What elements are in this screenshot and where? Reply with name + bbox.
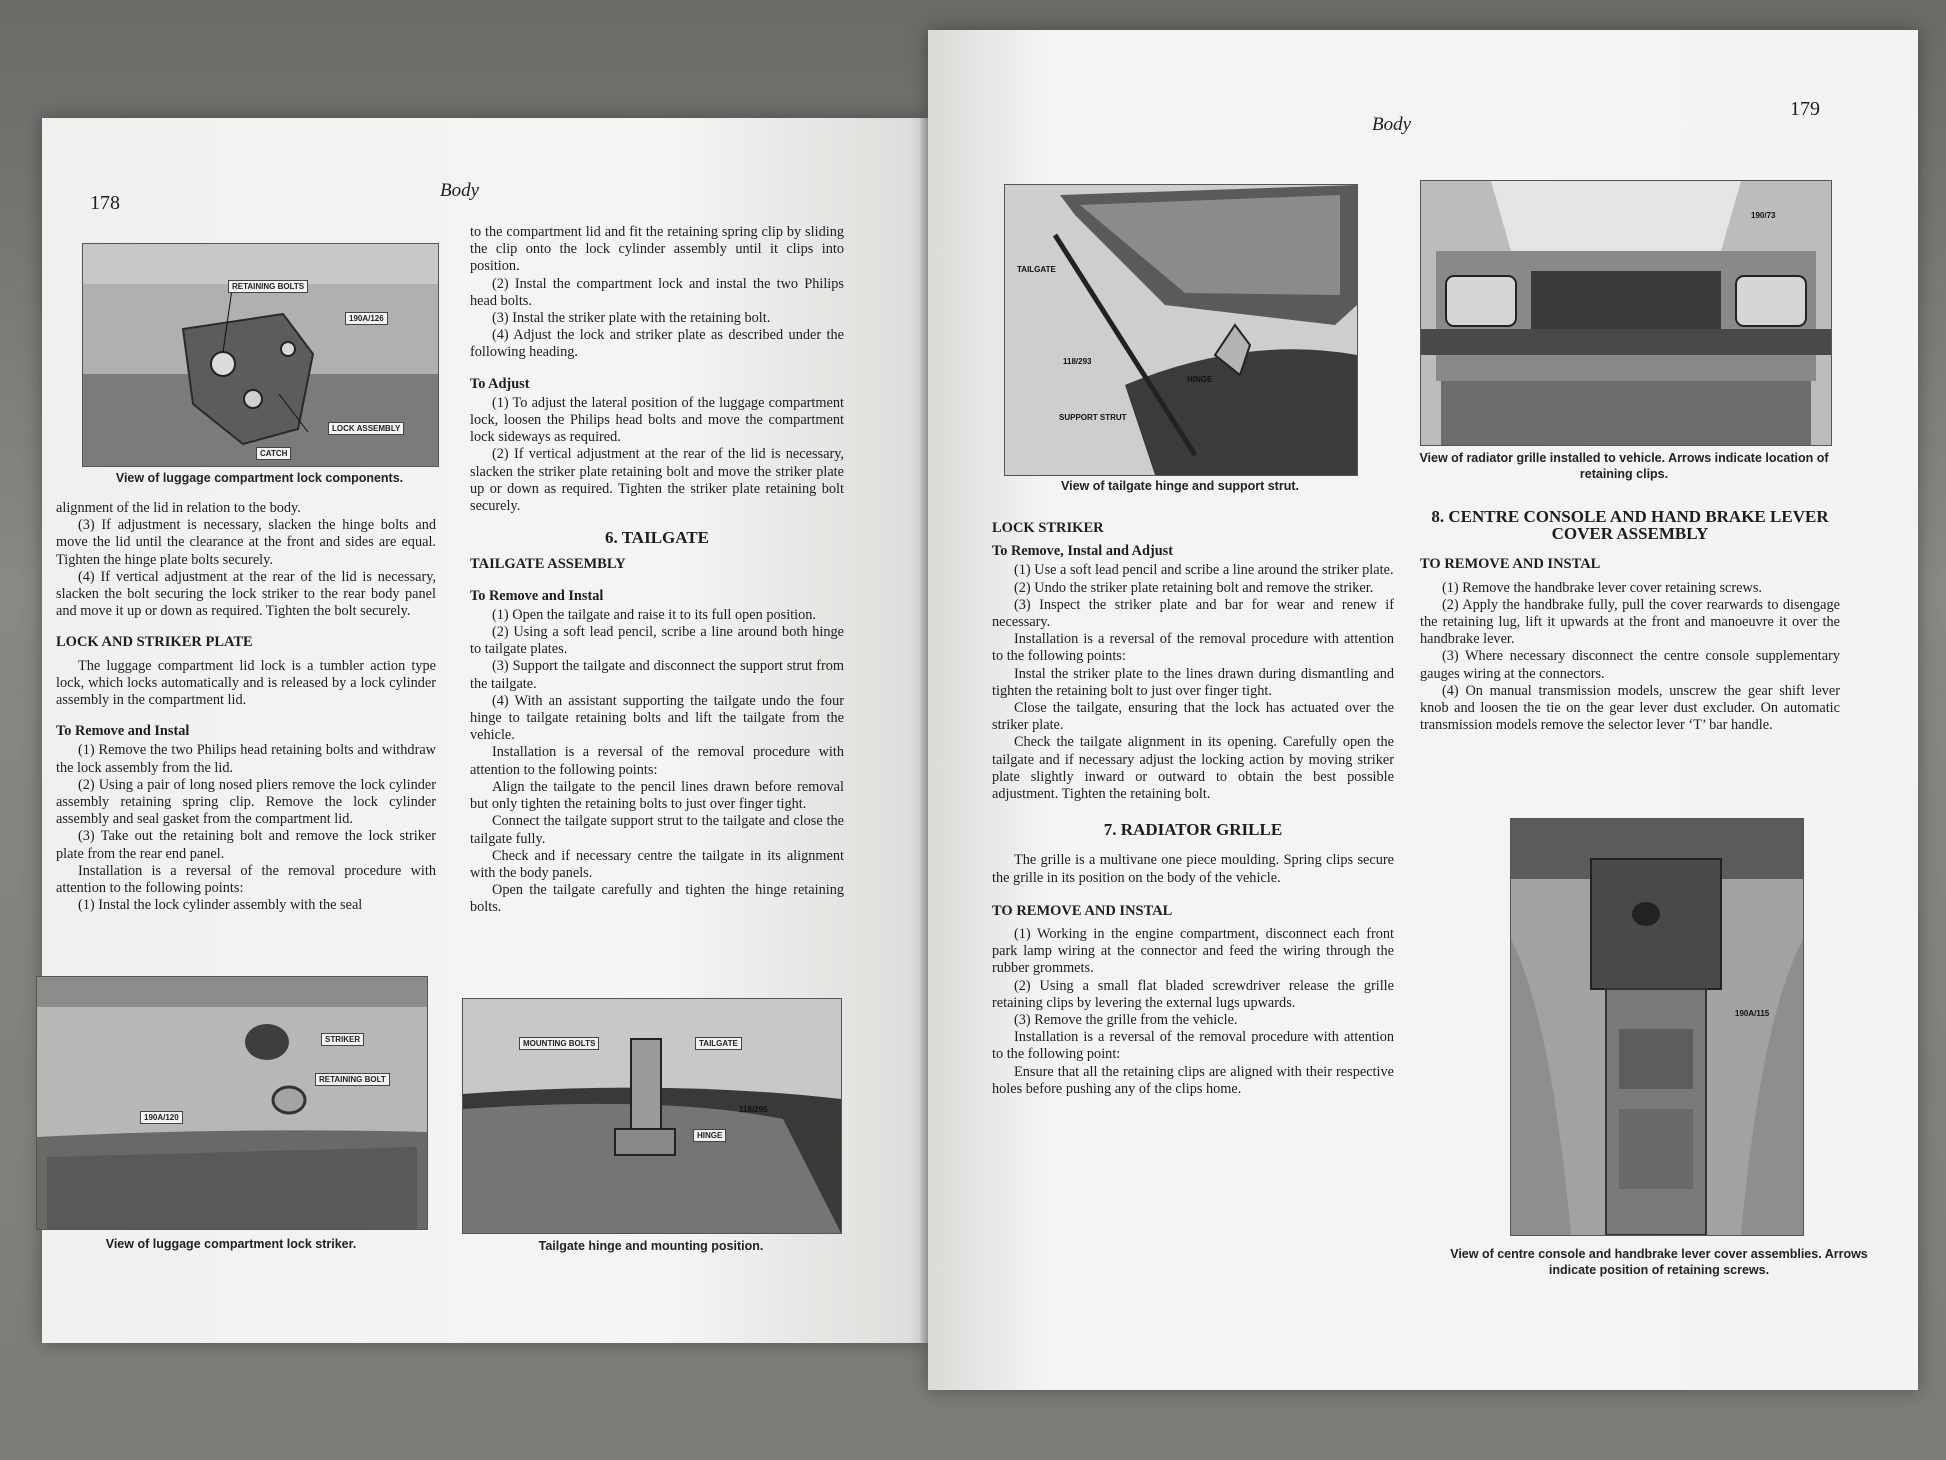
fig1-label-catch: CATCH: [256, 447, 291, 460]
paragraph: (4) With an assistant supporting the tailgate undo the four hinge to tailgate retaining bolts and lift the tailgate from the vehicle.: [470, 692, 844, 744]
right-column-2: [1420, 504, 1840, 734]
paragraph: to the compartment lid and fit the retaining spring clip by sliding the clip onto the lock cylinder assembly until it clips into position.: [470, 224, 844, 275]
paragraph: Instal the striker plate to the lines drawn during dismantling and tighten the retaining bolt to just over finger tight.: [992, 665, 1394, 699]
fig2-label-retaining-bolt: RETAINING BOLT: [315, 1073, 390, 1086]
tailgate-support-strut-photo: [1004, 184, 1358, 476]
fig5-caption: View of radiator grille installed to vehicle. Arrows indicate location of retaining clips.: [1419, 451, 1829, 481]
paragraph: (1) To adjust the lateral position of the luggage compartment lock, loosen the Philips head bolts and move the compartment lock sideways as required.: [470, 394, 844, 446]
paragraph: Installation is a reversal of the removal procedure with attention to the following points:: [992, 631, 1394, 665]
paragraph: (3) Inspect the striker plate and bar for wear and renew if necessary.: [992, 596, 1394, 631]
paragraph: Installation is a reversal of the removal procedure with attention to the following points:: [56, 862, 436, 897]
heading-to-remove-instal: TO REMOVE AND INSTAL: [992, 902, 1173, 919]
right-column-1: [992, 514, 1394, 1098]
paragraph: (1) Open the tailgate and raise it to its full open position.: [492, 606, 816, 623]
heading-to-remove-instal-adjust: To Remove, Instal and Adjust: [992, 543, 1174, 560]
fig2-label-ref: 190A/120: [140, 1111, 183, 1124]
paragraph: Align the tailgate to the pencil lines drawn before removal but only tighten the retaining bolts to just over finger tight.: [470, 778, 844, 813]
paragraph: (4) If vertical adjustment at the rear of the lid is necessary, slacken the bolt securing the lock striker to the rear body panel and move it up or down as required. Tighten the bolt securely.: [56, 568, 436, 620]
paragraph: Connect the tailgate support strut to the tailgate and close the tailgate fully.: [470, 813, 844, 847]
paragraph: (3) Support the tailgate and disconnect the support strut from the tailgate.: [470, 658, 844, 692]
fig2-caption: View of luggage compartment lock striker.: [105, 1237, 357, 1251]
heading-section-6: 6. TAILGATE: [605, 528, 709, 548]
paragraph: (3) Take out the retaining bolt and remove the lock striker plate from the rear end panel.: [56, 828, 436, 862]
paragraph: (2) Using a pair of long nosed pliers remove the lock cylinder assembly retaining spring clip. Remove the lock cylinder assembly and seal gasket from the compartment lid.: [56, 776, 436, 828]
left-column-2: [470, 224, 844, 917]
fig4-label-hinge: HINGE: [1187, 375, 1213, 384]
paragraph: (4) Adjust the lock and striker plate as described under the following heading.: [470, 327, 844, 361]
heading-to-remove-instal: To Remove and Instal: [56, 723, 190, 740]
fig3-label-ref: 118/295: [739, 1105, 768, 1114]
fig4-label-tailgate: TAILGATE: [1017, 265, 1056, 274]
fig1-label-retaining-bolts: RETAINING BOLTS: [228, 280, 308, 293]
heading-tailgate-assembly: TAILGATE ASSEMBLY: [470, 556, 626, 573]
paragraph: Installation is a reversal of the removal procedure with attention to the following points:: [470, 744, 844, 778]
lock-striker-photo: [36, 976, 428, 1230]
left-running-head: Body: [440, 180, 480, 201]
paragraph: (3) If adjustment is necessary, slacken the hinge bolts and move the lid until the clearance at the front and sides are equal. Tighten the hinge plate bolts securely.: [56, 517, 436, 568]
fig3-label-hinge: HINGE: [693, 1129, 726, 1142]
fig4-label-ref: 118/293: [1063, 357, 1092, 366]
radiator-grille-photo: [1420, 180, 1832, 446]
fig3-label-tailgate: TAILGATE: [695, 1037, 742, 1050]
heading-lock-striker-plate: LOCK AND STRIKER PLATE: [56, 634, 253, 651]
fig3-label-mounting-bolts: MOUNTING BOLTS: [519, 1037, 599, 1050]
paragraph: (1) Use a soft lead pencil and scribe a line around the striker plate.: [1014, 562, 1394, 579]
paragraph: (2) Instal the compartment lock and instal the two Philips head bolts.: [470, 275, 844, 309]
paragraph: (2) Apply the handbrake fully, pull the cover rearwards to disengage the retaining lug, lift it upwards at the front and manoeuvre it over the handbrake lever.: [1420, 596, 1840, 648]
left-page-number: 178: [90, 192, 120, 214]
fig5-label-ref: 190/73: [1751, 211, 1776, 220]
heading-lock-striker: LOCK STRIKER: [992, 520, 1104, 536]
paragraph: Close the tailgate, ensuring that the lock has actuated over the striker plate.: [992, 700, 1394, 734]
paragraph: alignment of the lid in relation to the body.: [56, 500, 301, 516]
heading-to-remove-instal: TO REMOVE AND INSTAL: [1420, 556, 1601, 573]
paragraph: The luggage compartment lid lock is a tumbler action type lock, which locks automatically and is released by a lock cylinder assembly in the compartment lid.: [56, 657, 436, 709]
fig1-label-lock-assembly: LOCK ASSEMBLY: [328, 422, 404, 435]
heading-section-8: 8. CENTRE CONSOLE AND HAND BRAKE LEVER COVER ASSEMBLY: [1431, 507, 1829, 544]
paragraph: Open the tailgate carefully and tighten the hinge retaining bolts.: [470, 882, 844, 916]
fig1-label-ref: 190A/126: [345, 312, 388, 325]
fig4-caption: View of tailgate hinge and support strut.: [1061, 479, 1299, 493]
fig4-label-support-strut: SUPPORT STRUT: [1059, 413, 1127, 422]
lock-components-photo: [82, 243, 439, 467]
fig6-caption: View of centre console and handbrake lever cover assemblies. Arrows indicate position of retaining screws.: [1450, 1247, 1868, 1277]
paragraph: (1) Remove the handbrake lever cover retaining screws.: [1442, 579, 1762, 596]
paragraph: (1) Instal the lock cylinder assembly with the seal: [78, 897, 363, 914]
paragraph: (2) Using a small flat bladed screwdriver release the grille retaining clips by levering the external lugs upwards.: [992, 977, 1394, 1011]
fig6-label-ref: 190A/115: [1735, 1009, 1770, 1018]
paragraph: (3) Where necessary disconnect the centre console supplementary gauges wiring at the connectors.: [1420, 648, 1840, 682]
fig3-caption: Tailgate hinge and mounting position.: [538, 1239, 764, 1253]
centre-console-photo: [1510, 818, 1804, 1236]
heading-to-remove-instal: To Remove and Instal: [470, 587, 604, 604]
fig2-label-striker: STRIKER: [321, 1033, 364, 1046]
paragraph: (2) If vertical adjustment at the rear of the lid is necessary, slacken the striker plate retaining bolt and move the striker plate up or down as required. Tighten the striker plate retaining bolt securely.: [470, 446, 844, 515]
paragraph: (3) Instal the striker plate with the retaining bolt.: [492, 310, 771, 327]
paragraph: Ensure that all the retaining clips are aligned with their respective holes before pushing any of the clips home.: [992, 1063, 1394, 1097]
left-column-1: [56, 500, 436, 914]
paragraph: (2) Using a soft lead pencil, scribe a line around both hinge to tailgate plates.: [470, 624, 844, 658]
right-page-number: 179: [1790, 98, 1820, 120]
paragraph: Check and if necessary centre the tailgate in its alignment with the body panels.: [470, 847, 844, 881]
paragraph: (1) Remove the two Philips head retaining bolts and withdraw the lock assembly from the lid.: [56, 742, 436, 776]
paragraph: The grille is a multivane one piece moulding. Spring clips secure the grille in its position on the body of the vehicle.: [992, 852, 1394, 886]
paragraph: Check the tailgate alignment in its opening. Carefully open the tailgate and if necessary adjust the locking action by moving striker plate slightly inward or outward to obtain the best possible adjustment. Tighten the retaining bolt.: [992, 734, 1394, 803]
paragraph: (3) Remove the grille from the vehicle.: [1014, 1012, 1238, 1029]
tailgate-hinge-mounting-photo: [462, 998, 842, 1234]
paragraph: (1) Working in the engine compartment, disconnect each front park lamp wiring at the connector and feed the wiring through the rubber grommets.: [992, 926, 1394, 977]
paragraph: (2) Undo the striker plate retaining bolt and remove the striker.: [1014, 579, 1374, 596]
right-running-head: Body: [1372, 114, 1412, 135]
fig1-caption: View of luggage compartment lock components.: [115, 471, 404, 485]
paragraph: (4) On manual transmission models, unscrew the gear shift lever knob and loosen the tie on the gear lever dust excluder. On automatic transmission models remove the selector lever ‘T’ bar handle.: [1420, 682, 1840, 734]
heading-to-adjust: To Adjust: [470, 375, 530, 392]
heading-section-7: 7. RADIATOR GRILLE: [1103, 820, 1283, 840]
paragraph: Installation is a reversal of the removal procedure with attention to the following point:: [992, 1029, 1394, 1063]
